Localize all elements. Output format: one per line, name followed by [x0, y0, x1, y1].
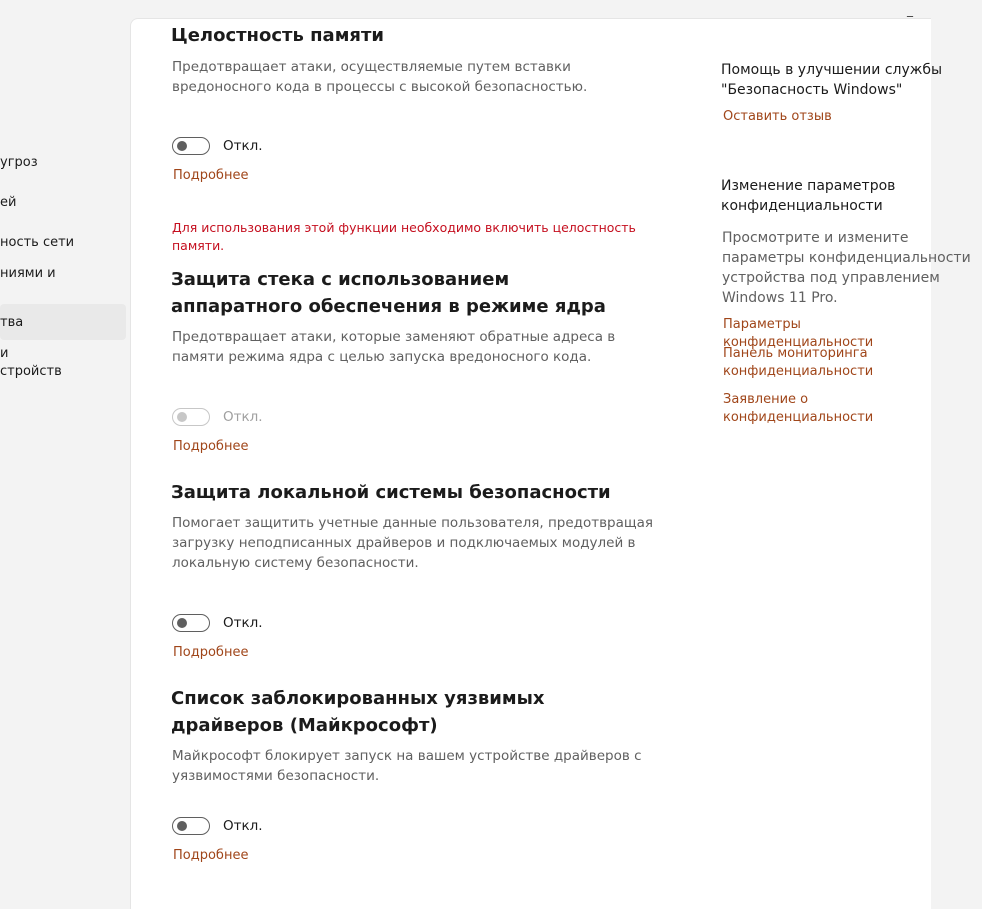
lsa-protection-title: Защита локальной системы безопасности [171, 482, 611, 503]
nav-item-app-browser[interactable]: ниями и [0, 266, 56, 281]
privacy-dashboard-link[interactable]: Панель мониторинга конфиденциальности [723, 346, 874, 379]
driver-blocklist-toggle-label: Откл. [223, 818, 263, 834]
main-content [130, 3, 971, 909]
feedback-link[interactable]: Оставить отзыв [723, 109, 832, 124]
lsa-protection-description: Помогает защитить учетные данные пользователя, предотвращая загрузку неподписанных драйверов и подключаемых модулей в локальную систему безопасности. [172, 515, 654, 571]
stack-protection-more-link[interactable]: Подробнее [173, 439, 249, 454]
stack-protection-toggle-label: Откл. [223, 409, 263, 425]
driver-blocklist-more-link[interactable]: Подробнее [173, 848, 249, 863]
memory-integrity-description: Предотвращает атаки, осуществляемые путем вставки вредоносного кода в процессы с высокой безопасностью. [172, 59, 588, 95]
toggle-knob [177, 141, 187, 151]
nav-item-device-security[interactable]: тва [0, 315, 24, 330]
nav-item-network[interactable]: ность сети [0, 235, 75, 250]
memory-integrity-toggle[interactable] [172, 137, 210, 155]
nav-item-device-health-2[interactable]: стройств [0, 364, 62, 379]
toggle-knob [177, 821, 187, 831]
memory-integrity-title: Целостность памяти [171, 25, 385, 46]
left-navigation [0, 0, 130, 897]
driver-blocklist-toggle[interactable] [172, 817, 210, 835]
nav-item-device-health-1[interactable]: и [0, 346, 9, 361]
toggle-knob [177, 618, 187, 628]
toggle-knob [177, 412, 187, 422]
memory-integrity-toggle-label: Откл. [223, 138, 263, 154]
stack-protection-toggle [172, 408, 210, 426]
stack-protection-warning: Для использования этой функции необходимо включить целостность памяти. [172, 220, 636, 253]
lsa-protection-toggle-label: Откл. [223, 615, 263, 631]
nav-item-accounts[interactable]: ей [0, 195, 17, 210]
minimize-button[interactable]: _ [907, 3, 913, 17]
feedback-title: Помощь в улучшении службы "Безопасность Windows" [721, 62, 943, 98]
lsa-protection-more-link[interactable]: Подробнее [173, 645, 249, 660]
nav-item-threat-protection[interactable]: угроз [0, 155, 38, 170]
stack-protection-description: Предотвращает атаки, которые заменяют обратные адреса в памяти режима ядра с целью запуска вредоносного кода. [172, 329, 616, 365]
memory-integrity-more-link[interactable]: Подробнее [173, 168, 249, 183]
driver-blocklist-description: Майкрософт блокирует запуск на вашем устройстве драйверов с уязвимостями безопасности. [172, 748, 642, 784]
privacy-statement-link[interactable]: Заявление о конфиденциальности [723, 392, 874, 425]
lsa-protection-toggle[interactable] [172, 614, 210, 632]
stack-protection-title: Защита стека с использованием аппаратного обеспечения в режиме ядра [171, 269, 606, 317]
driver-blocklist-title: Список заблокированных уязвимых драйверов (Майкрософт) [171, 688, 545, 736]
privacy-description: Просмотрите и измените параметры конфиденциальности устройства под управлением Windows 11 Pro. [722, 230, 971, 306]
privacy-title: Изменение параметров конфиденциальности [721, 178, 896, 214]
privacy-settings-link[interactable]: Параметры конфиденциальности [723, 317, 874, 350]
